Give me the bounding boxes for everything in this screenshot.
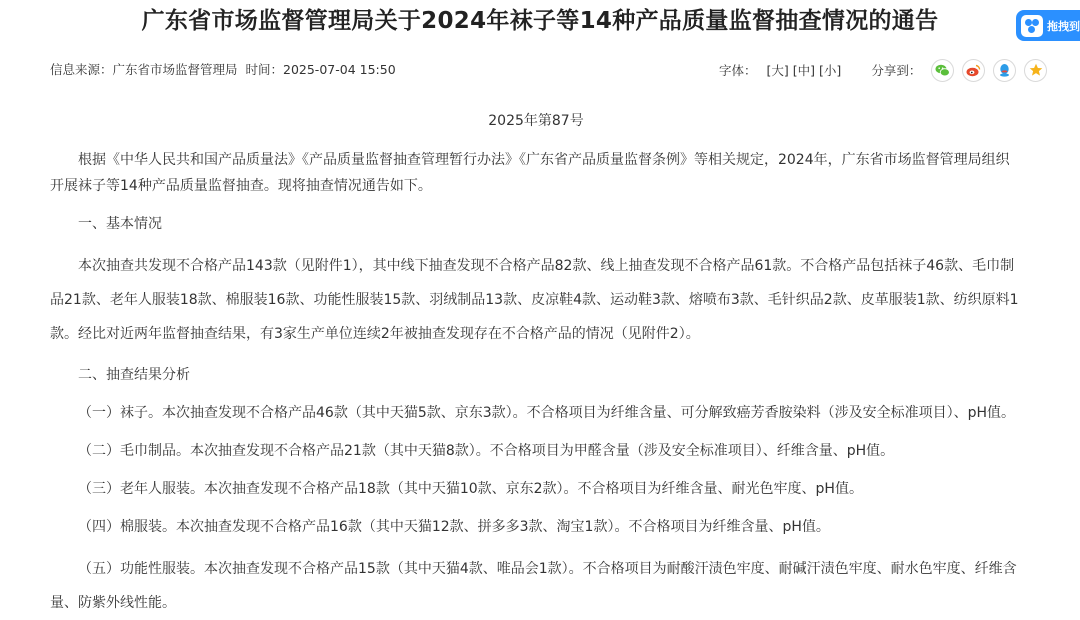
qq-icon[interactable] — [993, 59, 1016, 82]
analysis-item-towels: （二）毛巾制品。本次抽查发现不合格产品21款（其中天猫8款）。不合格项目为甲醛含量（涉及安全标准项目）、纤维含量、pH值。 — [78, 443, 895, 459]
analysis-item-functional-clothing: （五）功能性服装。本次抽查发现不合格产品15款（其中天猫4款、唯品会1款）。不合格项目为耐酸汗渍色牢度、耐碱汗渍色牢度、耐水色牢度、纤维含量、防紫外线性能。 — [50, 561, 1017, 611]
section-heading-analysis: 二、抽查结果分析 — [78, 367, 190, 383]
weibo-icon[interactable] — [962, 59, 985, 82]
font-size-label: 字体： — [719, 63, 757, 78]
font-medium-button[interactable]: [中] — [792, 63, 816, 78]
font-small-button[interactable]: [小] — [819, 63, 842, 78]
font-large-button[interactable]: [大] — [766, 63, 789, 78]
article-body — [50, 112, 1022, 620]
article-title: 广东省市场监督管理局关于2024年袜子等14种产品质量监督抽查情况的通告 — [141, 8, 939, 34]
publish-time: 时间：2025-07-04 15:50 — [245, 62, 396, 77]
info-source: 信息来源：广东省市场监督管理局 — [50, 62, 238, 77]
section-heading-basic: 一、基本情况 — [78, 216, 162, 232]
basic-info-paragraph: 本次抽查共发现不合格产品143款（见附件1），其中线下抽查发现不合格产品82款、线上抽查发现不合格产品61款。不合格产品包括袜子46款、毛巾制品21款、老年人服装18款、棉服装16款、功能性服装15款、羽绒制品13款、皮凉鞋4款、运动鞋3款、熔喷布3款、毛针织品2款、皮革服装1款、纺织原料1款。经比对近两年监督抽查结果，有3家生产单位连续2年被抽查发现存在不合格产品的情况（见附件2）。 — [50, 258, 1019, 342]
analysis-item-elderly-clothing: （三）老年人服装。本次抽查发现不合格产品18款（其中天猫10款、京东2款）。不合格项目为纤维含量、耐光色牢度、pH值。 — [78, 481, 863, 497]
analysis-item-cotton-clothing: （四）棉服装。本次抽查发现不合格产品16款（其中天猫12款、拼多多3款、淘宝1款）。不合格项目为纤维含量、pH值。 — [78, 519, 830, 535]
share-label: 分享到： — [871, 63, 922, 78]
cloud-icon — [1021, 15, 1043, 37]
qzone-icon[interactable] — [1024, 59, 1047, 82]
analysis-item-socks: （一）袜子。本次抽查发现不合格产品46款（其中天猫5款、京东3款）。不合格项目为纤维含量、可分解致癌芳香胺染料（涉及安全标准项目）、pH值。 — [78, 405, 1016, 421]
floating-drag-widget[interactable] — [1016, 10, 1080, 41]
document-number: 2025年第87号 — [488, 113, 584, 129]
floating-widget-label: 拖拽到 — [1047, 19, 1080, 33]
intro-paragraph: 根据《中华人民共和国产品质量法》《产品质量监督抽查管理暂行办法》《广东省产品质量监督条例》等相关规定，2024年，广东省市场监督管理局组织开展袜子等14种产品质量监督抽查。现将抽查情况通告如下。 — [50, 152, 1010, 194]
article-meta — [50, 61, 400, 79]
article-tools — [719, 58, 1055, 82]
wechat-icon[interactable] — [931, 59, 954, 82]
